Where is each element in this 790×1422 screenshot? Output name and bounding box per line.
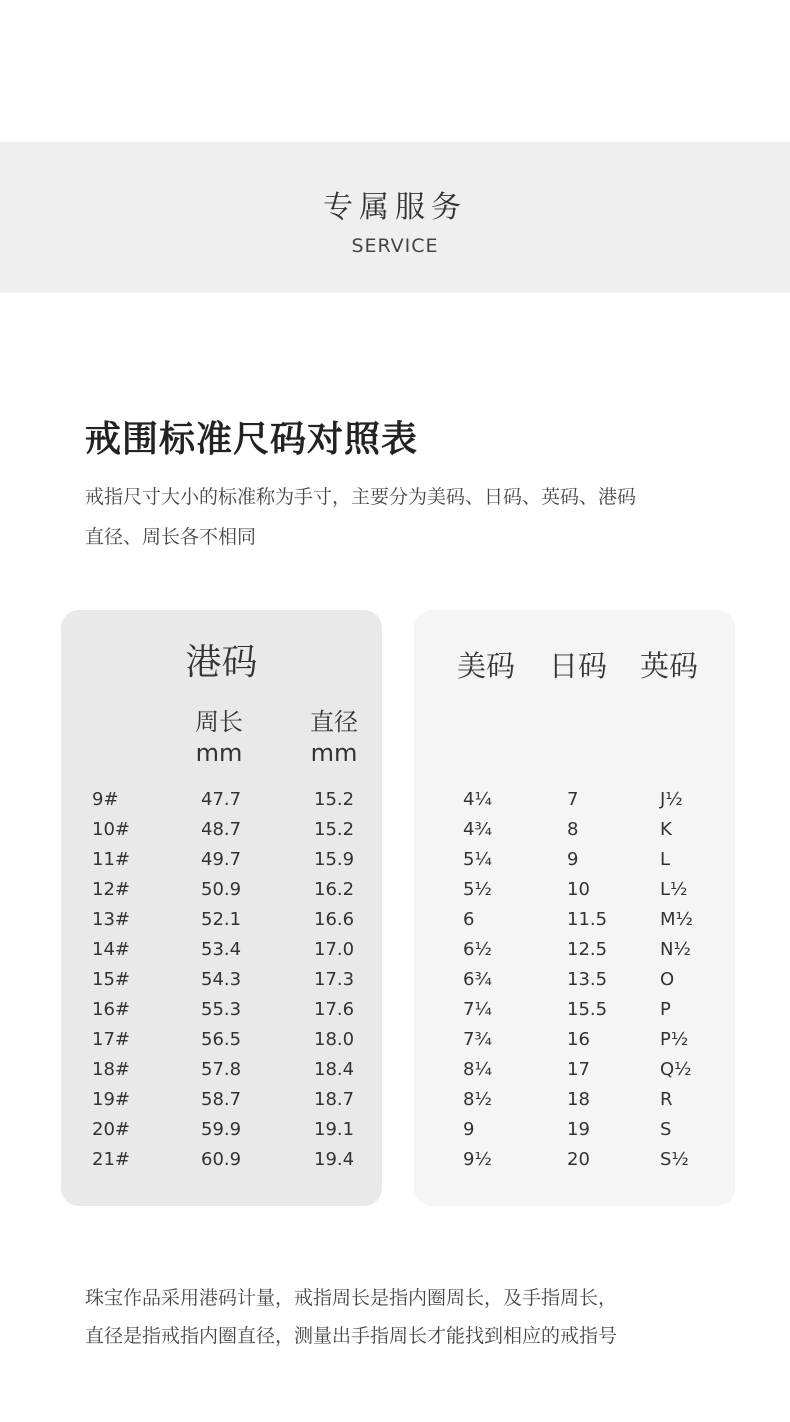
uk-size-cell: O	[660, 969, 675, 990]
hk-size-cell: 14#	[92, 939, 130, 960]
page-title: 戒围标准尺码对照表	[85, 419, 419, 460]
hk-size-cell: 17#	[92, 1029, 130, 1050]
intl-size-rows	[414, 788, 735, 1178]
circumference-cell: 56.5	[201, 1029, 242, 1050]
table-row	[414, 1028, 735, 1058]
circumference-column-header	[179, 707, 259, 769]
us-size-cell: 7¾	[463, 1029, 492, 1050]
table-row	[61, 1088, 382, 1118]
circumference-unit: mm	[195, 739, 243, 767]
us-size-cell: 5¼	[463, 849, 492, 870]
table-row	[414, 938, 735, 968]
table-row	[414, 818, 735, 848]
diameter-cell: 19.4	[314, 1149, 355, 1170]
diameter-column-header	[294, 707, 374, 769]
uk-size-cell: Q½	[660, 1059, 692, 1080]
hk-size-heading: 港码	[185, 642, 258, 683]
circumference-cell: 48.7	[201, 819, 242, 840]
uk-size-cell: M½	[660, 909, 693, 930]
uk-size-cell: S	[660, 1119, 672, 1140]
diameter-cell: 17.3	[314, 969, 355, 990]
circumference-cell: 47.7	[201, 789, 242, 810]
diameter-unit: mm	[310, 739, 358, 767]
jp-size-cell: 8	[567, 819, 579, 840]
us-size-cell: 4¾	[463, 819, 492, 840]
us-size-cell: 5½	[463, 879, 492, 900]
diameter-cell: 16.6	[314, 909, 355, 930]
jp-size-cell: 10	[567, 879, 590, 900]
hk-size-cell: 9#	[92, 789, 119, 810]
jp-size-cell: 16	[567, 1029, 590, 1050]
us-size-cell: 8½	[463, 1089, 492, 1110]
us-size-cell: 6	[463, 909, 475, 930]
table-row	[414, 1118, 735, 1148]
table-row	[414, 998, 735, 1028]
diameter-cell: 15.9	[314, 849, 355, 870]
uk-size-cell: P½	[660, 1029, 689, 1050]
circumference-cell: 54.3	[201, 969, 242, 990]
hk-size-cell: 18#	[92, 1059, 130, 1080]
table-row	[61, 908, 382, 938]
uk-size-cell: N½	[660, 939, 691, 960]
hk-size-cell: 16#	[92, 999, 130, 1020]
jp-size-cell: 7	[567, 789, 579, 810]
circumference-cell: 50.9	[201, 879, 242, 900]
circumference-label: 周长	[195, 708, 243, 736]
hk-size-cell: 19#	[92, 1089, 130, 1110]
us-size-cell: 9	[463, 1119, 475, 1140]
table-row	[61, 818, 382, 848]
diameter-cell: 17.0	[314, 939, 355, 960]
hk-size-cell: 11#	[92, 849, 130, 870]
table-row	[61, 1058, 382, 1088]
jp-size-cell: 11.5	[567, 909, 608, 930]
description-line-2: 直径、周长各不相同	[85, 526, 257, 548]
us-size-heading: 美码	[456, 649, 515, 683]
table-row	[61, 938, 382, 968]
hk-size-cell: 13#	[92, 909, 130, 930]
diameter-cell: 18.4	[314, 1059, 355, 1080]
size-description	[85, 477, 725, 557]
diameter-label: 直径	[310, 708, 358, 736]
circumference-cell: 59.9	[201, 1119, 242, 1140]
table-row	[414, 908, 735, 938]
service-banner	[0, 142, 790, 293]
footer-note	[85, 1279, 725, 1355]
us-size-cell: 6¾	[463, 969, 492, 990]
hk-size-cell: 10#	[92, 819, 130, 840]
circumference-cell: 53.4	[201, 939, 242, 960]
diameter-cell: 18.7	[314, 1089, 355, 1110]
us-size-cell: 9½	[463, 1149, 492, 1170]
footer-note-line-1: 珠宝作品采用港码计量，戒指周长是指内圈周长，及手指周长，	[85, 1287, 618, 1309]
jp-size-cell: 9	[567, 849, 579, 870]
uk-size-cell: L½	[660, 879, 688, 900]
diameter-cell: 18.0	[314, 1029, 355, 1050]
uk-size-cell: L	[660, 849, 671, 870]
table-row	[414, 1058, 735, 1088]
table-row	[61, 1148, 382, 1178]
hk-size-cell: 21#	[92, 1149, 130, 1170]
table-row	[61, 788, 382, 818]
circumference-cell: 58.7	[201, 1089, 242, 1110]
diameter-cell: 19.1	[314, 1119, 355, 1140]
table-row	[61, 1028, 382, 1058]
table-row	[414, 968, 735, 998]
circumference-cell: 49.7	[201, 849, 242, 870]
jp-size-cell: 19	[567, 1119, 590, 1140]
us-size-cell: 4¼	[463, 789, 492, 810]
hk-size-cell: 15#	[92, 969, 130, 990]
table-row	[61, 1118, 382, 1148]
description-line-1: 戒指尺寸大小的标准称为手寸，主要分为美码、日码、英码、港码	[85, 486, 637, 508]
jp-size-heading: 日码	[548, 649, 607, 683]
jp-size-cell: 18	[567, 1089, 590, 1110]
banner-title: 专属服务	[323, 190, 467, 225]
table-row	[61, 848, 382, 878]
diameter-cell: 15.2	[314, 789, 355, 810]
us-size-cell: 8¼	[463, 1059, 492, 1080]
uk-size-cell: K	[660, 819, 672, 840]
hk-size-cell: 20#	[92, 1119, 130, 1140]
hk-size-card	[61, 610, 382, 1206]
uk-size-heading: 英码	[639, 649, 698, 683]
uk-size-cell: S½	[660, 1149, 689, 1170]
hk-size-rows	[61, 788, 382, 1178]
table-row	[414, 1088, 735, 1118]
table-row	[414, 1148, 735, 1178]
table-row	[414, 788, 735, 818]
us-size-cell: 7¼	[463, 999, 492, 1020]
jp-size-cell: 17	[567, 1059, 590, 1080]
circumference-cell: 52.1	[201, 909, 242, 930]
diameter-cell: 17.6	[314, 999, 355, 1020]
circumference-cell: 55.3	[201, 999, 242, 1020]
circumference-cell: 57.8	[201, 1059, 242, 1080]
diameter-cell: 15.2	[314, 819, 355, 840]
footer-note-line-2: 直径是指戒指内圈直径，测量出手指周长才能找到相应的戒指号	[85, 1325, 618, 1347]
table-row	[414, 878, 735, 908]
jp-size-cell: 13.5	[567, 969, 608, 990]
table-row	[414, 848, 735, 878]
diameter-cell: 16.2	[314, 879, 355, 900]
circumference-cell: 60.9	[201, 1149, 242, 1170]
table-row	[61, 968, 382, 998]
jp-size-cell: 20	[567, 1149, 590, 1170]
table-row	[61, 878, 382, 908]
intl-size-card	[414, 610, 735, 1206]
hk-size-cell: 12#	[92, 879, 130, 900]
uk-size-cell: R	[660, 1089, 673, 1110]
table-row	[61, 998, 382, 1028]
us-size-cell: 6½	[463, 939, 492, 960]
banner-subtitle: SERVICE	[351, 235, 439, 257]
jp-size-cell: 15.5	[567, 999, 608, 1020]
uk-size-cell: P	[660, 999, 671, 1020]
jp-size-cell: 12.5	[567, 939, 608, 960]
uk-size-cell: J½	[660, 789, 683, 810]
